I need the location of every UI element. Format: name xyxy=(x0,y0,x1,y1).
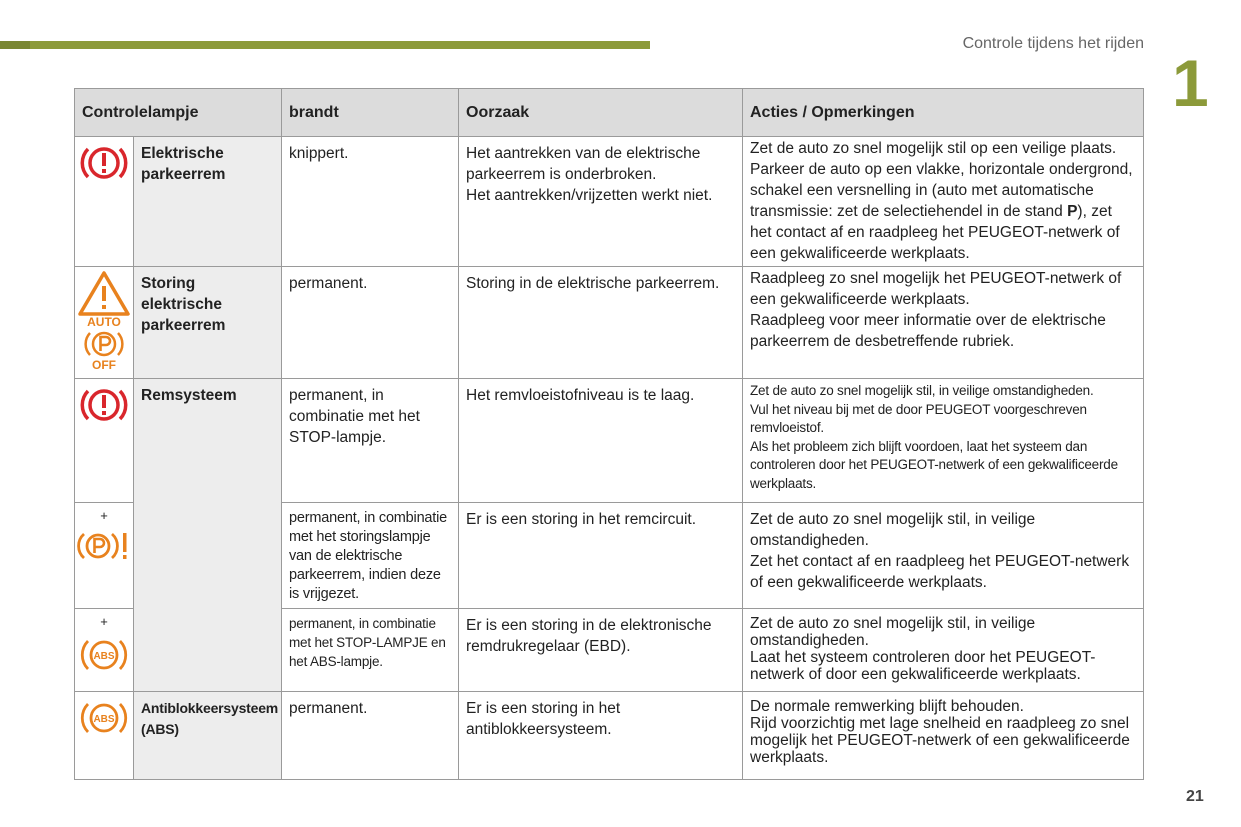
row-2-acties xyxy=(742,266,1144,379)
row-1-oorzaak-line-1: Het aantrekken van de elektrische parkeerrem is onderbroken. xyxy=(466,145,701,183)
row-1-acties-text-b: ), zet het contact af en raadpleeg het PEUGEOT-netwerk of een gekwalificeerde werkplaats. xyxy=(750,203,1120,262)
row-4-acties-line-1: Zet de auto zo snel mogelijk stil, in veilige omstandigheden. xyxy=(750,511,1036,549)
auto-label: AUTO xyxy=(87,315,121,329)
row-4-acties-line-2: Zet het contact af en raadpleeg het PEUGEOT-netwerk of een gekwalificeerde werkplaats. xyxy=(750,553,1130,591)
brake-warning-red-icon xyxy=(79,143,129,183)
row-6-oorzaak: Er is een storing in het antiblokkeersysteem. xyxy=(458,691,743,780)
header-accent-bar-dark xyxy=(0,41,30,49)
row-4-oorzaak: Er is een storing in het remcircuit. xyxy=(458,502,743,609)
row-3-name: Remsysteem xyxy=(133,378,282,692)
row-2-acties-line-1: Raadpleeg zo snel mogelijk het PEUGEOT-netwerk of een gekwalificeerde werkplaats. xyxy=(750,270,1122,308)
row-6-brandt: permanent. xyxy=(281,691,459,780)
off-label: OFF xyxy=(92,358,116,372)
row-5-acties xyxy=(742,608,1144,692)
row-1-acties-line-2 xyxy=(750,159,1136,264)
row-3-acties-line-2: Vul het niveau bij met de door PEUGEOT voorgeschreven remvloeistof. xyxy=(750,401,1087,435)
row-3-acties-line-1: Zet de auto zo snel mogelijk stil, in veilige omstandigheden. xyxy=(750,383,1094,398)
row-3-acties-line-3: Als het probleem zich blijft voordoen, laat het systeem dan controleren door het PEUGEOT-netwerk of een gekwalificeerde werkplaats. xyxy=(750,438,1118,491)
row-1-acties-text-a: Parkeer de auto op een vlakke, horizontale ondergrond, schakel een versnelling in (auto met automatische transmissie: zet de selectiehendel in de stand xyxy=(750,161,1133,220)
row-5-acties-line-1: Zet de auto zo snel mogelijk stil, in veilige omstandigheden. xyxy=(750,615,1036,649)
row-6-acties xyxy=(742,691,1144,780)
row-2-oorzaak: Storing in de elektrische parkeerrem. xyxy=(458,266,743,379)
header-accent-bar xyxy=(0,41,650,49)
column-header-brandt: brandt xyxy=(281,88,459,137)
row-3-oorzaak: Het remvloeistofniveau is te laag. xyxy=(458,378,743,503)
plus-sign: + xyxy=(100,614,108,629)
column-header-acties: Acties / Opmerkingen xyxy=(742,88,1144,137)
column-header-controlelampje: Controlelampje xyxy=(74,88,282,137)
brake-system-red-icon xyxy=(79,385,129,425)
warning-triangle-icon xyxy=(78,270,130,316)
row-1-brandt: knippert. xyxy=(281,136,459,267)
page-header-title: Controle tijdens het rijden xyxy=(962,35,1144,52)
row-1-oorzaak-line-2: Het aantrekken/vrijzetten werkt niet. xyxy=(466,187,713,204)
row-5-acties-line-2: Laat het systeem controleren door het PEUGEOT-netwerk of door een gekwalificeerde werkplaats. xyxy=(750,649,1096,683)
row-6-name: Antiblokkeersysteem (ABS) xyxy=(133,691,282,780)
row-3-icon-cell xyxy=(74,378,134,503)
parking-brake-fault-icon xyxy=(77,529,131,563)
page-number: 21 xyxy=(1186,788,1204,805)
abs-icon-text: ABS xyxy=(93,651,115,662)
row-1-acties-gear-p: P xyxy=(1067,203,1078,220)
row-6-icon-cell xyxy=(74,691,134,780)
row-2-name: Storing elektrische parkeerrem xyxy=(133,266,282,379)
row-1-oorzaak xyxy=(458,136,743,267)
row-1-name: Elektrische parkeerrem xyxy=(133,136,282,267)
abs-icon-text: ABS xyxy=(93,714,115,725)
row-5-icon-cell xyxy=(74,608,134,692)
warning-lights-table xyxy=(74,88,1144,780)
row-1-acties xyxy=(742,136,1144,267)
chapter-number: 1 xyxy=(1172,46,1209,120)
row-4-icon-cell xyxy=(74,502,134,609)
row-2-brandt: permanent. xyxy=(281,266,459,379)
row-3-acties xyxy=(742,378,1144,503)
abs-warning-icon xyxy=(79,635,129,675)
row-3-brandt: permanent, in combinatie met het STOP-lampje. xyxy=(281,378,459,503)
row-6-acties-line-1: De normale remwerking blijft behouden. xyxy=(750,698,1024,715)
row-5-brandt: permanent, in combinatie met het STOP-LAMPJE en het ABS-lampje. xyxy=(281,608,459,692)
row-2-icon-cell xyxy=(74,266,134,379)
column-header-oorzaak: Oorzaak xyxy=(458,88,743,137)
row-4-brandt: permanent, in combinatie met het storingslampje van de elektrische parkeerrem, indien deze is vrijgezet. xyxy=(281,502,459,609)
row-6-acties-line-2: Rijd voorzichtig met lage snelheid en raadpleeg zo snel mogelijk het PEUGEOT-netwerk of een gekwalificeerde werkplaats. xyxy=(750,715,1130,766)
row-2-acties-line-2: Raadpleeg voor meer informatie over de elektrische parkeerrem de desbetreffende rubriek. xyxy=(750,312,1106,350)
abs-icon xyxy=(79,698,129,738)
row-1-acties-line-1: Zet de auto zo snel mogelijk stil op een veilige plaats. xyxy=(750,140,1117,157)
parking-brake-auto-off-icon xyxy=(82,329,126,359)
row-4-acties xyxy=(742,502,1144,609)
plus-sign: + xyxy=(100,508,108,523)
row-5-oorzaak: Er is een storing in de elektronische remdrukregelaar (EBD). xyxy=(458,608,743,692)
row-1-icon-cell xyxy=(74,136,134,267)
